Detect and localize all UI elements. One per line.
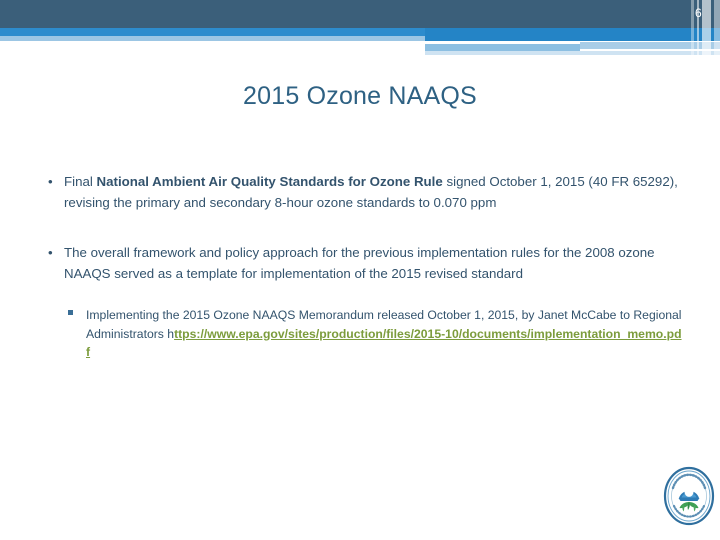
header-light-band-right-upper	[580, 42, 720, 49]
slide-body-content	[44, 172, 684, 362]
bullet-marker-icon: •	[48, 174, 53, 189]
sub-bullet-item	[44, 306, 684, 362]
header-light-band-right-lower	[425, 51, 720, 55]
slide-header-decoration	[0, 0, 720, 56]
bullet-1-text-part-1: Final	[64, 174, 97, 189]
header-light-band-right-mid	[425, 44, 580, 51]
header-mid-band-left	[0, 28, 425, 36]
bullet-item-2	[44, 243, 684, 284]
content-spacer	[44, 235, 684, 243]
header-vertical-stripe-3	[702, 0, 711, 56]
implementation-memo-link[interactable]: ttps://www.epa.gov/sites/production/files/2015-10/documents/implementation_memo.pdf	[86, 326, 682, 359]
square-bullet-marker-icon	[68, 310, 73, 315]
bullet-1-text-bold: National Ambient Air Quality Standards for Ozone Rule	[96, 174, 443, 189]
slide-title: 2015 Ozone NAAQS	[243, 82, 477, 110]
bullet-2-text: The overall framework and policy approach for the previous implementation rules for the 2008 ozone NAAQS served as a template for implementation of the 2015 revised standard	[64, 245, 655, 281]
header-mid-band-right	[425, 28, 720, 42]
header-light-band-left	[0, 36, 425, 41]
bullet-item-1	[44, 172, 684, 213]
bullet-marker-icon: •	[48, 245, 53, 260]
page-number: 6	[695, 6, 702, 20]
header-dark-band	[0, 0, 720, 28]
sub-bullet-text: Implementing the 2015 Ozone NAAQS Memorandum released October 1, 2015, by Janet McCabe to Regional Administrators h	[86, 308, 682, 341]
header-vertical-stripe-1	[691, 0, 694, 56]
epa-seal-logo	[663, 466, 715, 526]
header-vertical-stripe-4	[714, 0, 720, 56]
bullet-1-text-part-2: signed October 1, 2015 (40 FR 65292), revising the primary and secondary 8-hour ozone standards to 0.070 ppm	[64, 174, 678, 210]
